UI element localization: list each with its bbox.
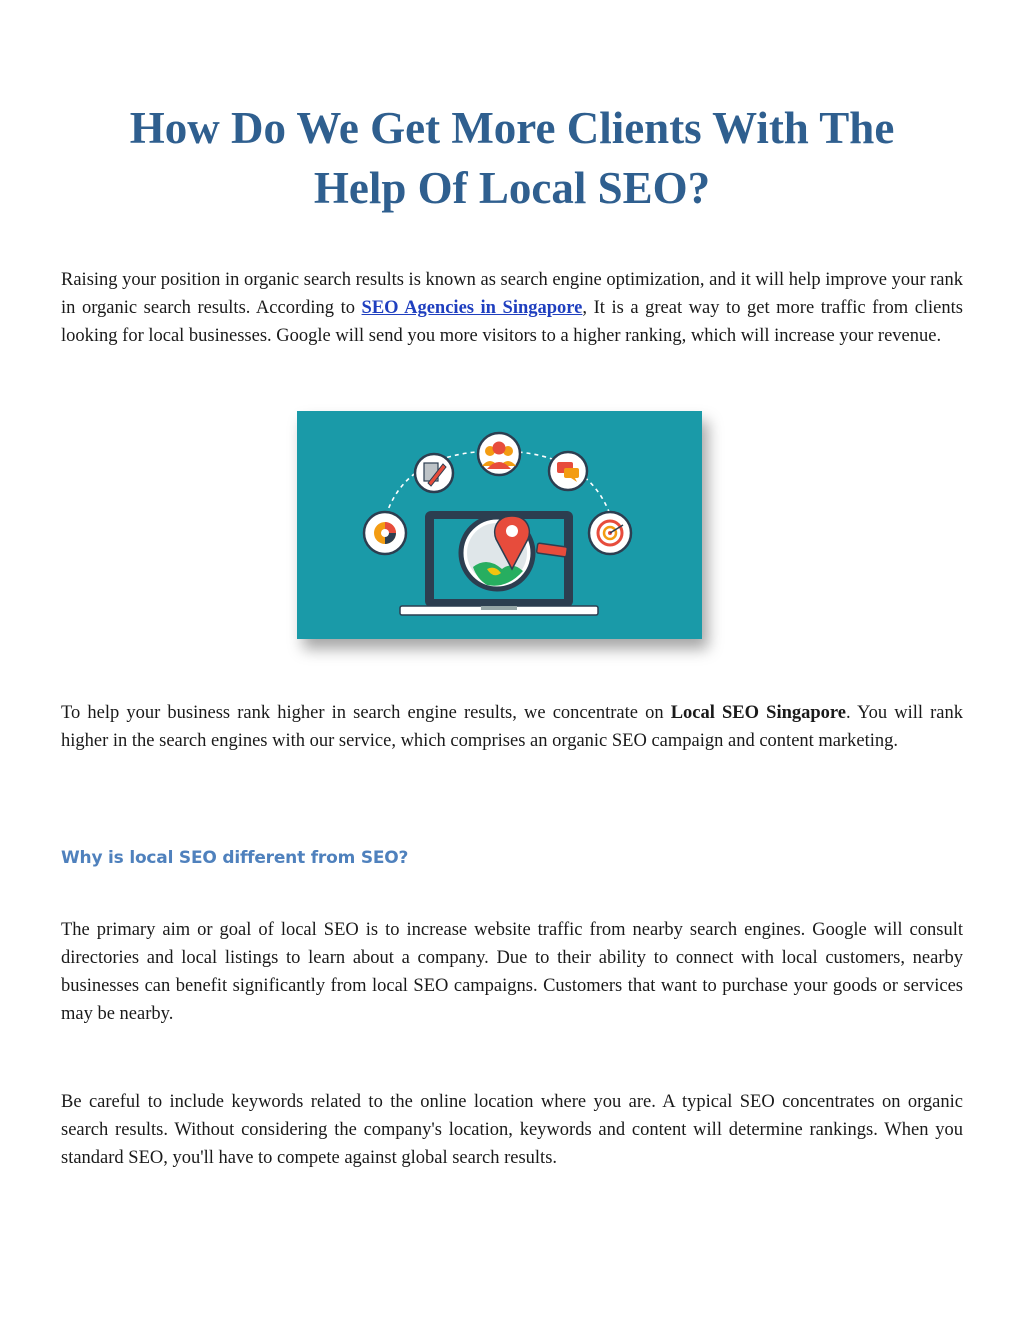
- title-line-2: Help Of Local SEO?: [313, 163, 711, 213]
- users-icon: [478, 433, 520, 475]
- document-title: [60, 98, 964, 218]
- local-seo-paragraph: [61, 699, 963, 755]
- chat-icon: [549, 452, 587, 490]
- local-seo-illustration: [297, 411, 702, 639]
- pie-chart-icon: [364, 512, 406, 554]
- local-seo-singapore-bold: Local SEO Singapore: [670, 703, 847, 723]
- local-seo-aim-paragraph: The primary aim or goal of local SEO is to increase website traffic from nearby search engines. Google will consult directories and local listings to learn about a company. Due to their ability to connect with local customers, nearby businesses can benefit significantly from local SEO campaigns. Customers that want to purchase your goods or services may be nearby.: [61, 920, 963, 1024]
- keywords-paragraph: Be careful to include keywords related to the online location where you are. A typical SEO concentrates on organic search results. Without considering the company's location, keywords and content will determine rankings. When you standard SEO, you'll have to compete against global search results.: [61, 1092, 963, 1168]
- target-icon: [589, 512, 631, 554]
- intro-text-before-link: Raising your position in organic search results is known as search engine optimization, and it will help improve your rank in organic search results. According to: [61, 270, 963, 318]
- local-seo-text-after-bold: . You will rank higher in the search engines with our service, which comprises an organic SEO campaign and content marketing.: [61, 703, 963, 751]
- pencil-icon: [415, 454, 453, 492]
- intro-text-after-link: , It is a great way to get more traffic from clients looking for local businesses. Google will send you more visitors to a higher ranking, which will increase your revenue.: [61, 298, 963, 346]
- title-line-1: How Do We Get More Clients With The: [129, 103, 895, 153]
- intro-paragraph: [61, 266, 963, 350]
- local-seo-text-before-bold: To help your business rank higher in search engine results, we concentrate on: [61, 703, 671, 723]
- seo-agencies-link[interactable]: SEO Agencies in Singapore: [361, 298, 583, 318]
- section-heading: Why is local SEO different from SEO?: [61, 848, 409, 868]
